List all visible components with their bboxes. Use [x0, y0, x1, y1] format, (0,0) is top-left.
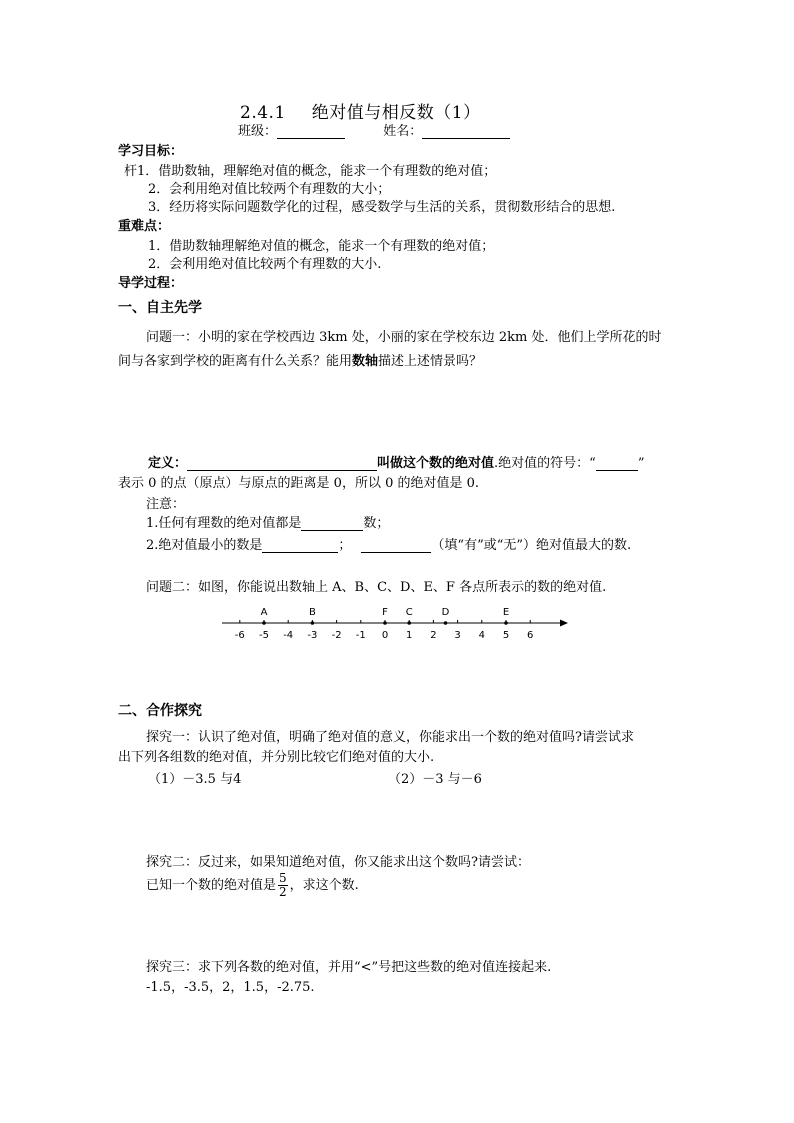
- note1-text: 1.任何有理数的绝对值都是: [146, 516, 302, 531]
- key-point-item: 2．会利用绝对值比较两个有理数的大小.: [148, 257, 382, 272]
- note-label: 注意：: [146, 497, 186, 512]
- tick-label: -5: [259, 630, 269, 641]
- question1-line1: 问题一：小明的家在学校西边 3km 处，小丽的家在学校东边 2km 处．他们上学所花的时: [146, 330, 662, 345]
- q1-bold-term: 数轴: [352, 354, 379, 369]
- student-info-line: [238, 120, 510, 139]
- lesson-title: 绝对值与相反数（1）: [311, 103, 481, 123]
- tick-label: 6: [527, 630, 534, 641]
- class-label: 班级：: [238, 124, 278, 139]
- point-C: [407, 621, 411, 625]
- tick-label: 0: [381, 630, 389, 641]
- note2-end: （填“有”或“无”）绝对值最大的数.: [431, 538, 632, 553]
- explore1-line1: 探究一：认识了绝对值，明确了绝对值的意义，你能求出一个数的绝对值吗?请尝试求: [146, 730, 634, 745]
- explore1-line2: 出下列各组数的绝对值，并分别比较它们绝对值的大小.: [118, 750, 435, 765]
- number-line: [216, 600, 576, 648]
- section1-heading: 一、自主先学: [118, 300, 202, 316]
- class-blank[interactable]: [277, 126, 345, 139]
- q1-text: 间与各家到学校的距离有什么关系？能用: [118, 354, 353, 369]
- tick-label: 5: [502, 630, 510, 641]
- question1-line2: [118, 350, 482, 369]
- point-label-E: E: [502, 607, 510, 618]
- definition-close-quote: ”: [637, 456, 645, 471]
- objective-item: 3．经历将实际问题数学化的过程，感受数学与生活的关系，贯彻数形结合的思想.: [148, 200, 616, 215]
- point-D: [444, 621, 448, 625]
- number-line-svg: [216, 600, 576, 648]
- question2: 问题二：如图，你能说出数轴上 A、B、C、D、E、F 各点所表示的数的绝对值.: [146, 580, 607, 595]
- explore1-part-a: （1）－3.5 与4: [148, 772, 242, 787]
- point-F: [383, 621, 387, 625]
- fraction-numerator: 5: [279, 871, 287, 885]
- explore3-line2: -1.5，-3.5，2，1.5，-2.75.: [146, 980, 315, 995]
- guide-heading: 导学过程：: [118, 276, 184, 291]
- note2-sep: ；: [338, 538, 352, 553]
- note2-text: 2.绝对值最小的数是: [146, 538, 263, 553]
- tick-label: -1: [355, 630, 366, 641]
- point-E: [504, 621, 508, 625]
- fraction-denominator: 2: [279, 885, 287, 899]
- key-points-heading: 重难点：: [118, 219, 171, 234]
- tick-label: -2: [331, 630, 342, 641]
- name-blank[interactable]: [422, 126, 510, 139]
- axis-arrow: [560, 620, 568, 627]
- tick-label: 2: [430, 630, 437, 641]
- definition-line2: 表示 0 的点（原点）与原点的距离是 0，所以 0 的绝对值是 0.: [118, 476, 480, 491]
- q1-text-end: 描述上述情景吗？: [378, 354, 483, 369]
- point-label-B: B: [308, 607, 316, 618]
- definition-blank[interactable]: [187, 458, 377, 471]
- explore2-line2: [146, 872, 359, 899]
- section2-heading: 二、合作探究: [118, 703, 202, 719]
- explore2-text: 已知一个数的绝对值是: [146, 878, 277, 893]
- key-point-item: 1．借助数轴理解绝对值的概念，能求一个有理数的绝对值；: [148, 239, 495, 254]
- point-label-D: D: [441, 607, 450, 618]
- note2-blank1[interactable]: [262, 540, 338, 553]
- explore2-line1: 探究二：反过来，如果知道绝对值，你又能求出这个数吗?请尝试：: [146, 855, 530, 870]
- lesson-number: 2.4.1: [240, 103, 286, 123]
- definition-bold: 叫做这个数的绝对值: [377, 456, 495, 471]
- explore3-line1: 探究三：求下列各数的绝对值，并用“<”号把这些数的绝对值连接起来.: [146, 960, 552, 975]
- tick-label: 4: [478, 630, 485, 641]
- tick-label: 1: [406, 630, 413, 641]
- explore2-text-end: ，求这个数.: [289, 878, 359, 893]
- point-label-C: C: [405, 607, 413, 618]
- point-B: [311, 621, 315, 625]
- note-item-2: [146, 534, 631, 553]
- tick-label: 3: [454, 630, 461, 641]
- objective-item: 杆1．借助数轴，理解绝对值的概念，能求一个有理数的绝对值；: [124, 164, 497, 179]
- point-label-A: A: [260, 607, 268, 618]
- note-item-1: [146, 512, 389, 531]
- symbol-blank[interactable]: [596, 458, 638, 471]
- point-A: [262, 621, 266, 625]
- objectives-heading: 学习目标：: [118, 144, 184, 159]
- note1-end: 数；: [363, 516, 390, 531]
- tick-label: -4: [283, 630, 294, 641]
- objective-item: 2．会利用绝对值比较两个有理数的大小；: [148, 182, 391, 197]
- note2-blank2[interactable]: [361, 540, 431, 553]
- definition-symbol-text: .绝对值的符号：“: [494, 456, 596, 471]
- point-label-F: F: [382, 607, 388, 618]
- tick-label: -6: [234, 630, 245, 641]
- definition-line: [148, 452, 644, 471]
- definition-label: 定义：: [148, 456, 188, 471]
- name-label: 姓名：: [383, 124, 423, 139]
- note1-blank[interactable]: [301, 518, 363, 531]
- fraction-five-halves: [278, 872, 288, 899]
- explore1-part-b: （2）－3 与－6: [388, 772, 482, 787]
- tick-label: -3: [307, 630, 318, 641]
